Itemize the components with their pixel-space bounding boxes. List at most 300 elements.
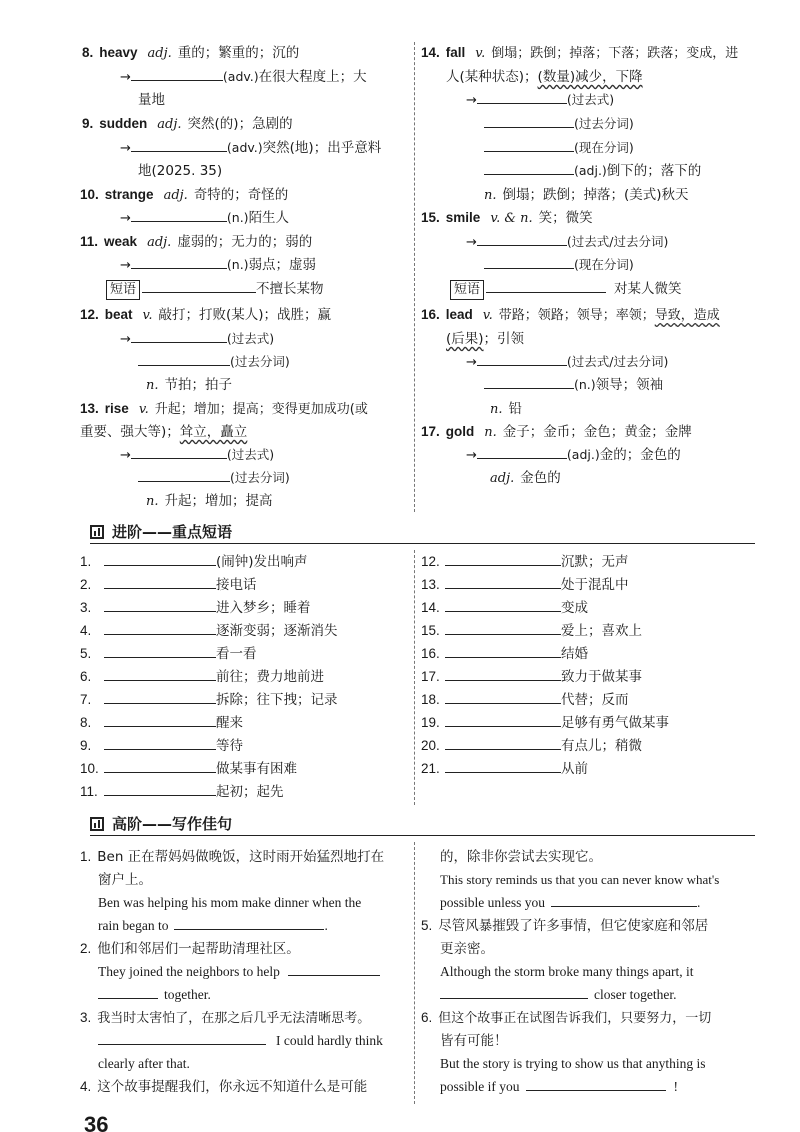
definition: 敲打；打败(某人)；战胜；赢 [158, 307, 332, 323]
answer-blank[interactable] [104, 758, 216, 773]
arrow-icon: → [466, 355, 477, 370]
phrase-meaning: 变成 [561, 600, 588, 616]
definition-continued [138, 160, 222, 182]
answer-blank[interactable] [445, 758, 561, 773]
phrase-meaning: 进入梦乡；睡着 [216, 600, 311, 616]
sentence-cn: 的，除非你尝试去实现它。 [440, 849, 602, 865]
phrase-row [421, 712, 669, 734]
derivation-line [484, 160, 701, 182]
phrase-row [80, 551, 308, 573]
definition: 虚弱的；无力的；弱的 [177, 234, 313, 250]
answer-blank[interactable] [104, 781, 216, 796]
item-number: 16. [421, 646, 440, 661]
answer-blank[interactable] [131, 444, 227, 459]
definition: 升起；增加；提高；变得更加成功(或 [154, 402, 368, 417]
headword: gold [445, 424, 475, 439]
definition: 笑；微笑 [538, 210, 593, 226]
derivation-line [120, 207, 289, 229]
derivation-line [120, 137, 381, 159]
answer-blank[interactable] [104, 620, 216, 635]
definition: 升起；增加；提高 [164, 493, 273, 509]
phrase-row [80, 597, 311, 619]
sentence-en-text: Although the storm broke many things apart, it [440, 964, 694, 979]
answer-blank[interactable] [174, 915, 324, 930]
sentence-en [440, 1053, 706, 1075]
part-of-speech: n. [484, 188, 497, 203]
item-number: 3. [80, 1010, 92, 1025]
definition: 节拍；拍子 [164, 377, 233, 393]
phrase-meaning: 从前 [561, 761, 588, 777]
headword: strange [104, 187, 154, 202]
definition: 在很大程度上；大 [258, 69, 367, 85]
answer-blank[interactable] [445, 551, 561, 566]
adj-line [490, 467, 561, 489]
phrase-row [80, 735, 243, 757]
sentence-en-text: But the story is trying to show us that anything is [440, 1056, 706, 1071]
answer-blank[interactable] [477, 231, 567, 246]
item-number: 5. [421, 918, 433, 933]
sentence-cn: 他们和邻居们一起帮助清理社区。 [97, 941, 300, 957]
item-number: 11. [80, 784, 98, 799]
answer-blank[interactable] [484, 374, 574, 389]
definition-highlight: 耸立，矗立 [179, 424, 248, 440]
part-of-speech: adj. [490, 471, 515, 486]
phrase-meaning: 起初；起先 [216, 784, 284, 800]
phrase-meaning: (闹钟)发出响声 [216, 554, 308, 570]
item-number: 12. [80, 307, 99, 322]
hint: (n.) [226, 210, 249, 225]
headword: lead [445, 307, 473, 322]
item-number: 6. [421, 1010, 433, 1025]
answer-blank[interactable] [484, 254, 574, 269]
answer-blank[interactable] [445, 666, 561, 681]
definition: 地(2025. 35) [138, 163, 223, 179]
phrase-row [80, 689, 338, 711]
answer-blank[interactable] [477, 444, 567, 459]
item-number: 2. [80, 577, 92, 592]
hint: (现在分词) [574, 140, 634, 155]
hint: (过去分词) [230, 354, 290, 369]
item-number: 17. [421, 424, 440, 439]
definition-continued [446, 328, 524, 350]
answer-blank[interactable] [445, 620, 561, 635]
hint: (过去分词) [574, 116, 634, 131]
definition: 人(某种状态)； [446, 69, 538, 85]
arrow-icon: → [120, 448, 131, 463]
phrase-row [80, 712, 243, 734]
derivation-line [484, 137, 634, 159]
headword: beat [104, 307, 133, 322]
phrase-tag: 短语 [106, 280, 140, 300]
part-of-speech: v. & n. [490, 211, 533, 226]
definition: 陌生人 [248, 210, 290, 226]
noun-line [146, 490, 273, 512]
phrase-meaning: 等待 [216, 738, 243, 754]
sentence-cn: 但这个故事正在试图告诉我们，只要努力，一切 [438, 1011, 712, 1026]
sentence-en [440, 1076, 678, 1098]
definition: 铅 [508, 401, 523, 417]
phrase-row [80, 758, 297, 780]
hint: (adv.) [226, 140, 263, 155]
sentence-1 [80, 846, 384, 868]
sentence-en [440, 961, 693, 983]
column-divider [414, 550, 415, 805]
vocab-item-rise [80, 398, 368, 420]
phrase-meaning: 结婚 [561, 646, 588, 662]
item-number: 15. [421, 210, 440, 225]
phrases-section-header [90, 522, 755, 544]
item-number: 13. [421, 577, 440, 592]
item-number: 1. [80, 554, 92, 569]
vocab-item-sudden [82, 113, 293, 135]
definition: 倒塌；跌倒；掉落；(美式)秋天 [502, 187, 689, 203]
definition: 重的；繁重的；沉的 [177, 45, 300, 61]
item-number: 8. [82, 45, 94, 60]
phrase-meaning: 对某人微笑 [614, 281, 682, 297]
vocab-item-strange [80, 184, 288, 206]
sentence-3 [80, 1007, 370, 1029]
answer-blank[interactable] [445, 597, 561, 612]
headword: rise [104, 401, 129, 416]
phrase-row [421, 574, 629, 596]
definition: 带路；领路；领导；率领； [498, 308, 655, 323]
phrase-row [421, 620, 642, 642]
definition: 金的；金色的 [599, 447, 681, 463]
headword: smile [445, 210, 481, 225]
definition: 弱点；虚弱 [248, 257, 317, 273]
hint: (现在分词) [574, 257, 634, 272]
phrase-row [421, 666, 642, 688]
phrase-meaning: 代替；反而 [561, 692, 629, 708]
phrase-meaning: 不擅长某物 [256, 281, 324, 297]
sentence-en-text: clearly after that. [98, 1056, 190, 1071]
vocab-item-weak [80, 231, 312, 253]
definition: 金子；金币；金色；黄金；金牌 [502, 424, 692, 440]
phrase-meaning: 做某事有困难 [216, 761, 297, 777]
part-of-speech: adj. [147, 235, 172, 250]
sentence-cn: 皆有可能！ [440, 1033, 508, 1049]
sentence-en [98, 1053, 190, 1075]
derivation-line [120, 328, 274, 350]
answer-blank[interactable] [131, 137, 227, 152]
definition: ；引领 [483, 331, 525, 347]
item-number: 3. [80, 600, 92, 615]
item-number: 4. [80, 1079, 92, 1094]
phrase-meaning: 拆除；往下拽；记录 [216, 692, 338, 708]
part-of-speech: v. [142, 308, 153, 323]
derivation-line [120, 254, 316, 276]
hint: (adj.) [574, 163, 607, 178]
derivation-line [484, 374, 663, 396]
derivation-line [138, 351, 290, 373]
derivation-line [120, 66, 367, 88]
answer-blank[interactable] [288, 961, 380, 976]
sentences-section-header [90, 814, 755, 836]
phrase-meaning: 接电话 [216, 577, 257, 593]
sentence-en-text: together. [164, 987, 211, 1002]
answer-blank[interactable] [138, 351, 230, 366]
answer-blank[interactable] [445, 735, 561, 750]
item-number: 19. [421, 715, 440, 730]
part-of-speech: n. [484, 425, 497, 440]
phrase-row [80, 666, 324, 688]
sentence-cn-cont [98, 869, 152, 891]
phrase-meaning: 前往；费力地前进 [216, 669, 324, 685]
hint: (过去式) [226, 447, 275, 462]
sentence-4 [80, 1076, 367, 1098]
phrase-meaning: 醒来 [216, 715, 243, 731]
headword: sudden [99, 116, 148, 131]
derivation-line [466, 351, 668, 373]
definition: 领导；领袖 [595, 377, 664, 393]
item-number: 5. [80, 646, 92, 661]
headword: heavy [99, 45, 138, 60]
part-of-speech: n. [146, 494, 159, 509]
answer-blank[interactable] [138, 467, 230, 482]
phrase-meaning: 逐渐变弱；逐渐消失 [216, 623, 338, 639]
part-of-speech: v. [475, 46, 486, 61]
item-number: 7. [80, 692, 92, 707]
definition-highlight: 导致，造成 [654, 308, 720, 323]
period: . [697, 895, 701, 910]
sentence-cn-cont [440, 846, 602, 868]
item-number: 10. [80, 187, 99, 202]
arrow-icon: → [120, 141, 131, 156]
sentence-5 [421, 915, 708, 937]
sentence-en [98, 892, 361, 914]
item-number: 9. [82, 116, 94, 131]
answer-blank[interactable] [477, 351, 567, 366]
sentence-cn: Ben 正在帮妈妈做晚饭，这时雨开始猛烈地打在 [97, 849, 385, 865]
sentence-cn-cont [440, 938, 494, 960]
part-of-speech: v. [482, 308, 493, 323]
section-title: 高阶——写作佳句 [112, 815, 233, 833]
answer-blank[interactable] [477, 89, 567, 104]
definition: 突然(的)；急剧的 [187, 116, 293, 132]
headword: fall [445, 45, 466, 60]
answer-blank[interactable] [104, 689, 216, 704]
page-number: 36 [84, 1112, 109, 1132]
hint: (过去式/过去分词) [566, 234, 669, 249]
hint: (n.) [226, 257, 249, 272]
definition: 奇特的；奇怪的 [193, 187, 289, 203]
chart-icon [90, 817, 104, 831]
answer-blank[interactable] [526, 1076, 666, 1091]
exclamation: ! [673, 1079, 678, 1094]
part-of-speech: adj. [147, 46, 172, 61]
derivation-line [484, 254, 634, 276]
answer-blank[interactable] [551, 892, 697, 907]
answer-blank[interactable] [445, 712, 561, 727]
part-of-speech: n. [490, 402, 503, 417]
section-title: 进阶——重点短语 [112, 523, 233, 541]
definition: 倒下的；落下的 [606, 163, 702, 179]
sentence-en [98, 961, 380, 983]
sentence-en-text: closer together. [594, 987, 677, 1002]
hint: (过去式) [226, 331, 275, 346]
item-number: 12. [421, 554, 440, 569]
phrase-meaning: 看一看 [216, 646, 257, 662]
sentence-cn: 我当时太害怕了，在那之后几乎无法清晰思考。 [97, 1011, 371, 1026]
phrase-tag: 短语 [450, 280, 484, 300]
item-number: 2. [80, 941, 92, 956]
arrow-icon: → [120, 332, 131, 347]
answer-blank[interactable] [98, 984, 158, 999]
item-number: 20. [421, 738, 440, 753]
answer-blank[interactable] [104, 551, 216, 566]
hint: (adv.) [222, 69, 259, 84]
item-number: 18. [421, 692, 440, 707]
definition: 突然(地)；出乎意料 [262, 140, 382, 156]
answer-blank[interactable] [131, 328, 227, 343]
column-divider [414, 842, 415, 1104]
phrase-row [421, 735, 642, 757]
answer-blank[interactable] [445, 574, 561, 589]
hint: (过去式) [566, 92, 615, 107]
answer-blank[interactable] [142, 278, 256, 293]
vocab-item-lead [421, 304, 720, 326]
derivation-line [120, 444, 274, 466]
phrase-meaning: 致力于做某事 [561, 669, 642, 685]
answer-blank[interactable] [486, 278, 606, 293]
item-number: 21. [421, 761, 440, 776]
definition: 倒塌；跌倒；掉落；下落；跌落；变成，进 [491, 46, 739, 61]
vocab-item-gold [421, 421, 692, 443]
answer-blank[interactable] [104, 712, 216, 727]
phrase-row [421, 597, 588, 619]
phrase-row [80, 643, 257, 665]
sentence-en [440, 984, 676, 1006]
item-number: 4. [80, 623, 92, 638]
sentence-cn: 窗户上。 [98, 872, 152, 888]
sentence-en-text: possible unless you [440, 895, 546, 910]
derivation-line [466, 231, 668, 253]
phrase-row [421, 758, 588, 780]
answer-blank[interactable] [440, 984, 588, 999]
sentence-6 [421, 1007, 711, 1029]
answer-blank[interactable] [98, 1030, 266, 1045]
hint: (过去分词) [230, 470, 290, 485]
item-number: 10. [80, 761, 99, 776]
sentence-en [440, 869, 719, 891]
phrase-meaning: 爱上；喜欢上 [561, 623, 642, 639]
item-number: 6. [80, 669, 92, 684]
vocab-item-heavy [82, 42, 299, 64]
chart-icon [90, 525, 104, 539]
answer-blank[interactable] [445, 643, 561, 658]
definition-highlight: (后果) [446, 331, 484, 347]
phrase-row [80, 574, 257, 596]
phrase-meaning: 有点儿；稍微 [561, 738, 642, 754]
answer-blank[interactable] [104, 666, 216, 681]
answer-blank[interactable] [484, 113, 574, 128]
answer-blank[interactable] [104, 574, 216, 589]
definition-continued [80, 421, 247, 443]
item-number: 16. [421, 307, 440, 322]
sentence-cn: 这个故事提醒我们，你永远不知道什么是可能 [97, 1079, 368, 1095]
definition: 金色的 [520, 470, 561, 486]
hint: (n.) [574, 377, 596, 392]
sentence-cn: 更亲密。 [440, 941, 494, 957]
phrase-row [421, 689, 629, 711]
arrow-icon: → [120, 258, 131, 273]
hint: (过去式/过去分词) [566, 354, 669, 369]
item-number: 1. [80, 849, 92, 864]
vocab-item-fall [421, 42, 738, 64]
arrow-icon: → [120, 70, 131, 85]
definition-continued [138, 89, 165, 111]
derivation-line [484, 113, 634, 135]
arrow-icon: → [466, 235, 477, 250]
sentence-en [98, 1030, 383, 1052]
definition: 重要、强大等)； [80, 424, 180, 440]
derivation-line [466, 444, 681, 466]
column-divider [414, 42, 415, 512]
arrow-icon: → [466, 93, 477, 108]
answer-blank[interactable] [484, 137, 574, 152]
noun-line [490, 398, 522, 420]
arrow-icon: → [120, 211, 131, 226]
sentence-en [98, 915, 328, 937]
item-number: 17. [421, 669, 440, 684]
definition-highlight: (数量)减少，下降 [537, 69, 643, 85]
noun-line [146, 374, 232, 396]
item-number: 8. [80, 715, 92, 730]
part-of-speech: adj. [163, 188, 188, 203]
item-number: 14. [421, 45, 440, 60]
sentence-en-text: rain began to [98, 918, 169, 933]
definition: 量地 [138, 92, 165, 108]
part-of-speech: v. [138, 402, 149, 417]
answer-blank[interactable] [484, 160, 574, 175]
answer-blank[interactable] [104, 643, 216, 658]
sentence-en [440, 892, 700, 914]
headword: weak [104, 234, 138, 249]
part-of-speech: adj. [157, 117, 182, 132]
period: . [324, 918, 328, 933]
sentence-en [98, 984, 211, 1006]
sentence-en-text: I could hardly think [276, 1033, 383, 1048]
answer-blank[interactable] [131, 254, 227, 269]
answer-blank[interactable] [104, 597, 216, 612]
phrase-row [80, 620, 338, 642]
answer-blank[interactable] [131, 207, 227, 222]
item-number: 13. [80, 401, 99, 416]
sentence-cn: 尽管风暴摧毁了许多事情，但它使家庭和邻居 [438, 918, 709, 934]
derivation-line [138, 467, 290, 489]
phrase-row [421, 551, 629, 573]
sentence-cn-cont [440, 1030, 508, 1052]
sentence-en-text: This story reminds us that you can never know what's [440, 872, 720, 887]
hint: (adj.) [566, 447, 600, 462]
phrase-line [106, 278, 324, 300]
noun-line [484, 184, 689, 206]
answer-blank[interactable] [131, 66, 223, 81]
item-number: 14. [421, 600, 440, 615]
phrase-meaning: 处于混乱中 [561, 577, 629, 593]
answer-blank[interactable] [104, 735, 216, 750]
phrase-row [421, 643, 588, 665]
sentence-2 [80, 938, 300, 960]
vocab-item-smile [421, 207, 593, 229]
item-number: 11. [80, 234, 99, 249]
answer-blank[interactable] [445, 689, 561, 704]
item-number: 9. [80, 738, 92, 753]
phrase-row [80, 781, 284, 803]
sentence-en-text: Ben was helping his mom make dinner when the [98, 895, 362, 910]
vocab-item-beat [80, 304, 331, 326]
part-of-speech: n. [146, 378, 159, 393]
